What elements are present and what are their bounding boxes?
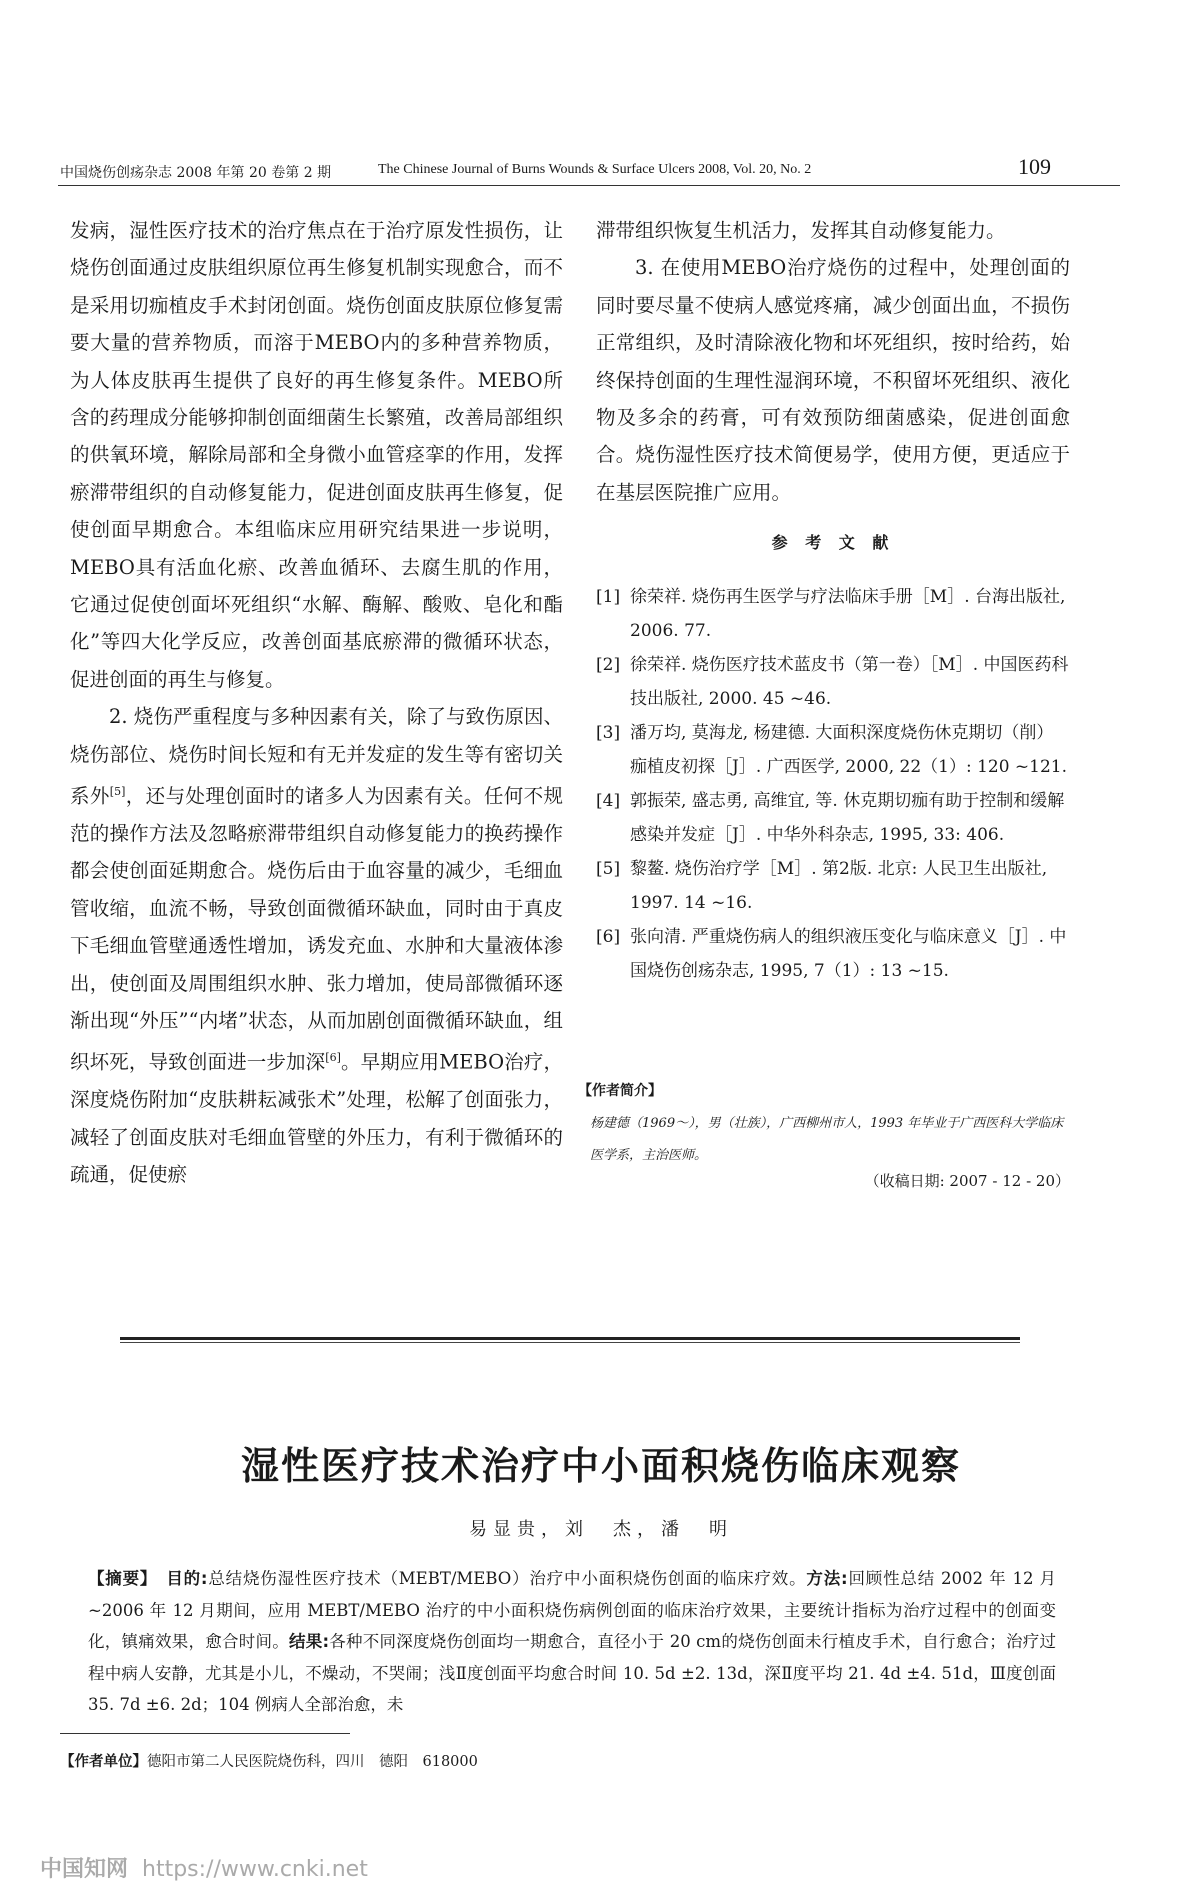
objective-label: 目的: [166,1569,208,1588]
left-column [70,212,563,1194]
right-paragraph-continuation: 滞带组织恢复生机活力，发挥其自动修复能力。 [596,219,1006,242]
paragraph-2-text-a: 2. 烧伤严重程度与多种因素有关，除了与致伤原因、烧伤部位、烧伤时间长短和有无并发症的发生等有密切关系外 [70,705,563,808]
footnote-rule [60,1733,350,1734]
reference-number: [4] [596,791,621,811]
article-title: 湿性医疗技术治疗中小面积烧伤临床观察 [240,1444,961,1488]
journal-header-en: The Chinese Journal of Burns Wounds & Surface Ulcers 2008, Vol. 20, No. 2 [378,162,812,177]
cnki-watermark [40,1852,368,1883]
right-column [596,212,1070,511]
reference-item [596,648,1070,716]
author-bio-text: 杨建德（1969～），男（壮族），广西柳州市人，1993 年毕业于广西医科大学临床医学系，主治医师。 [590,1116,1064,1163]
article-separator-rule [120,1337,1020,1340]
reference-text: 潘万均, 莫海龙, 杨建德. 大面积深度烧伤休克期切（削）痂植皮初探［J］. 广西医学, 2000, 22（1）: 120 ~121. [630,723,1068,777]
result-label: 结果: [288,1632,330,1651]
reference-number: [6] [596,927,621,947]
discussion-paragraph-3: 3. 在使用MEBO治疗烧伤的过程中，处理创面的同时要尽量不使病人感觉疼痛，减少创面出血，不损伤正常组织，及时清除液化物和坏死组织，按时给药，始终保持创面的生理性湿润环境，不积留坏死组织、液化物及多余的药膏，可有效预防细菌感染，促进创面愈合。烧伤湿性医疗技术简便易学，使用方便，更适应于在基层医院推广应用。 [596,256,1070,504]
affiliation-footnote [60,1750,478,1771]
article-authors: 易显贵，刘 杰，潘 明 [469,1519,733,1540]
reference-text: 黎鳌. 烧伤治疗学［M］. 第2版. 北京: 人民卫生出版社, 1997. 14 ~16. [630,859,1048,913]
reference-number: [3] [596,723,621,743]
method-text: 回顾性总结 2002 年 12 月 ~2006 年 12 月期间，应用 MEBT/MEBO 治疗的中小面积烧伤病例创面的临床治疗效果，主要统计指标为治疗过程中的创面变化，镇痛效果，愈合时间。 [88,1569,1057,1651]
objective-text: 总结烧伤湿性医疗技术（MEBT/MEBO）治疗中小面积烧伤创面的临床疗效。 [207,1569,807,1588]
reference-number: [5] [596,859,621,879]
discussion-paragraph-2 [70,698,563,1193]
abstract-block [88,1563,1056,1721]
reference-item [596,852,1070,920]
reference-text: 郭振荣, 盛志勇, 高维宜, 等. 休克期切痂有助于控制和缓解感染并发症［J］. 中华外科杂志, 1995, 33: 406. [630,791,1065,845]
reference-text: 张向清. 严重烧伤病人的组织液压变化与临床意义［J］. 中国烧伤创疡杂志, 1995, 7（1）: 13 ~15. [630,927,1067,981]
author-bio-label: 【作者简介】 [578,1083,662,1099]
reference-item [596,716,1070,784]
reference-number: [2] [596,655,621,675]
header-rule [58,185,1120,186]
journal-header-cn: 中国烧伤创疡杂志 2008 年第 20 卷第 2 期 [60,165,332,181]
method-label: 方法: [806,1569,848,1588]
discussion-paragraph-1: 发病，湿性医疗技术的治疗焦点在于治疗原发性损伤，让烧伤创面通过皮肤组织原位再生修复机制实现愈合，而不是采用切痂植皮手术封闭创面。烧伤创面皮肤原位修复需要大量的营养物质，而溶于MEBO内的多种营养物质，为人体皮肤再生提供了良好的再生修复条件。MEBO所含的药理成分能够抑制创面细菌生长繁殖，改善局部组织的供氧环境，解除局部和全身微小血管痉挛的作用，发挥瘀滞带组织的自动修复能力，促进创面皮肤再生修复，促使创面早期愈合。本组临床应用研究结果进一步说明，MEBO具有活血化瘀、改善血循环、去腐生肌的作用，它通过促使创面坏死组织“水解、酶解、酸败、皂化和酯化”等四大化学反应，改善创面基底瘀滞的微循环状态，促进创面的再生与修复。 [70,219,563,691]
result-text: 各种不同深度烧伤创面均一期愈合，直径小于 20 cm的烧伤创面未行植皮手术，自行愈合；治疗过程中病人安静，尤其是小儿，不燥动，不哭闹；浅Ⅱ度创面平均愈合时间 10. 5d ±2. 13d，深Ⅱ度平均 21. 4d ±4. 51d，Ⅲ度创面 35. 7d ±6. 2d；104 例病人全部治愈，未 [88,1632,1056,1714]
references-list [596,580,1070,988]
references-heading: 参 考 文 献 [771,533,895,552]
reference-text: 徐荣祥. 烧伤医疗技术蓝皮书（第一卷）［M］. 中国医药科技出版社, 2000. 45 ~46. [630,655,1069,709]
reference-number: [1] [596,587,621,607]
paragraph-2-text-b: ，还与处理创面时的诸多人为因素有关。任何不规范的操作方法及忽略瘀滞带组织自动修复能力的换药操作都会使创面延期愈合。烧伤后由于血容量的减少，毛细血管收缩，血流不畅，导致创面微循环缺血，同时由于真皮下毛细血管壁通透性增加，诱发充血、水肿和大量液体渗出，使创面及周围组织水肿、张力增加，使局部微循环逐渐出现“外压”“内堵”状态，从而加剧创面微循环缺血，组织坏死，导致创面进一步加深 [70,784,563,1074]
affiliation-text: 德阳市第二人民医院烧伤科，四川 德阳 618000 [147,1754,478,1770]
reference-item [596,580,1070,648]
reference-text: 徐荣祥. 烧伤再生医学与疗法临床手册［M］. 台海出版社, 2006. 77. [630,587,1066,641]
citation-6: [6] [325,1051,341,1065]
affiliation-label: 【作者单位】 [60,1754,147,1770]
abstract-label: 【摘要】 [88,1569,149,1588]
reference-item [596,920,1070,988]
cnki-brand: 中国知网 [40,1857,129,1882]
reference-item [596,784,1070,852]
cnki-url: https://www.cnki.net [142,1857,368,1882]
article-separator-rule-thin [120,1342,1020,1343]
page-number: 109 [1018,154,1051,179]
received-date: （收稿日期: 2007 - 12 - 20） [864,1172,1070,1190]
paragraph-2-text-c: 。早期应用MEBO治疗，深度烧伤附加“皮肤耕耘减张术”处理，松解了创面张力，减轻了创面皮肤对毛细血管壁的外压力，有利于微循环的疏通，促使瘀 [70,1050,563,1187]
citation-5: [5] [109,785,126,799]
